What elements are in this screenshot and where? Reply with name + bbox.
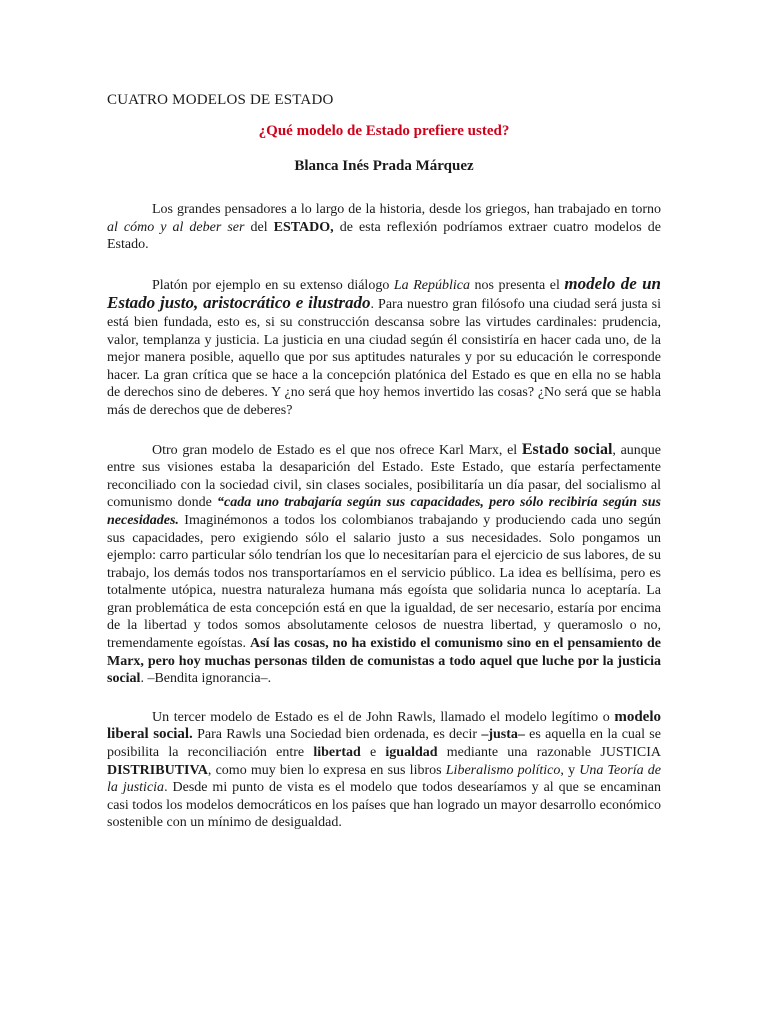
text-run-bold: igualdad [385,745,438,761]
text-run: . Desde mi punto de vista es el modelo que todos desearíamos y al que se encaminan casi todos los modelos democráticos en los países que han logrado un mayor desarrollo económico sostenible con un mínimo de desigualdad. [107,780,661,831]
text-run: Imaginémonos a todos los colombianos trabajando y produciendo cada uno según sus capacidades, pero exigiendo sólo el salario justo a sus necesidades. Solo pongamos un ejemplo: carro particular sólo tendrían los que lo necesitarían para el ejercicio de sus labores, de su trabajo, los demás todos nos transportaríamos en el servicio público. La idea es bellísima, pero es totalmente utópica, nuestra naturaleza humana más egoísta que solidaria nunca lo aceptaría. La gran problemática de esta concepción está en que la igualdad, de ser necesario, estaría por encima de la libertad y todos somos absolutamente celosos de nuestra libertad, y queramoslo o no, tremendamente egoístas. [107,512,661,652]
text-run-bold: Estado social [521,440,613,458]
document-author: Blanca Inés Prada Márquez [294,158,474,174]
document-title: CUATRO MODELOS DE ESTADO [107,92,334,108]
text-run: . Para nuestro gran filósofo una ciudad será justa si está bien fundada, esto es, si su construcción descansa sobre las virtudes cardinales: prudencia, valor, templanza y justicia. La justicia en una ciudad según él consistiría en hacer cada uno, de la mejor manera posible, aquello que por sus aptitudes naturales y por su educación le corresponde hacer. La gran crítica que se hace a la concepción platónica del Estado es que en ella no se habla de derechos sino de deberes. Y ¿no será que hoy hemos invertido las cosas? ¿No será que se habla más de derechos que de deberes? [107,297,661,418]
text-run: e [360,745,386,761]
text-run-italic: Liberalismo político [445,762,561,778]
text-run-bold: ESTADO, [273,219,334,235]
text-run: Para Rawls una Sociedad bien ordenada, es decir [192,727,482,743]
text-run: Otro gran modelo de Estado es el que nos ofrece Karl Marx, el [152,442,522,458]
text-run: , como muy bien lo expresa en sus libros [207,762,446,778]
text-run: mediante una razonable JUSTICIA [437,745,662,761]
text-run-bold: –justa– [481,727,525,743]
text-run-italic: al cómo y al deber ser [107,219,245,235]
text-run: nos presenta el [469,277,565,293]
paragraph-rawls [107,709,661,832]
text-run-bold: DISTRIBUTIVA [107,762,208,778]
text-run: de esta reflexión podríamos extraer cuatro modelos de Estado. [107,219,662,253]
text-run-bold-italic: “cada uno trabajaría según sus capacidades, pero sólo recibiría según sus necesidades. [107,495,661,528]
text-run: . –Bendita ignorancia–. [140,671,272,687]
document-question: ¿Qué modelo de Estado prefiere usted? [258,123,510,139]
text-run: es aquella en la cual se posibilita la reconciliación entre [107,727,661,761]
text-run: del [244,219,274,235]
text-run-bold: libertad [313,745,361,761]
paragraph-plato [107,275,661,420]
text-run-bold: Así las cosas, no ha existido el comunismo sino en el pensamiento de Marx, pero hoy muchas personas tilden de comunistas a todo aquel que luche por la justicia social [107,636,661,687]
text-run-bold-italic: modelo de un Estado justo, aristocrático e ilustrado [107,273,661,313]
paragraph-intro [107,201,661,254]
text-run: Los grandes pensadores a lo largo de la historia, desde los griegos, han trabajado en torno [152,202,661,217]
text-run: Platón por ejemplo en su extenso diálogo [152,277,394,293]
text-run-bold: modelo liberal social. [107,708,661,743]
text-run: , y [560,762,580,778]
text-run: Un tercer modelo de Estado es el de John Rawls, llamado el modelo legítimo o [152,709,615,725]
text-run-italic: Una Teoría de la justicia [107,762,661,796]
text-run-italic: La República [393,277,470,293]
paragraph-marx [107,441,661,688]
text-run: , aunque entre sus visiones estaba la desaparición del Estado. Este Estado, que estaría perfectamente reconciliado con la sociedad civil, sin clases sociales, posibilitaría un día pasar, del socialismo al comunismo donde [107,442,662,511]
